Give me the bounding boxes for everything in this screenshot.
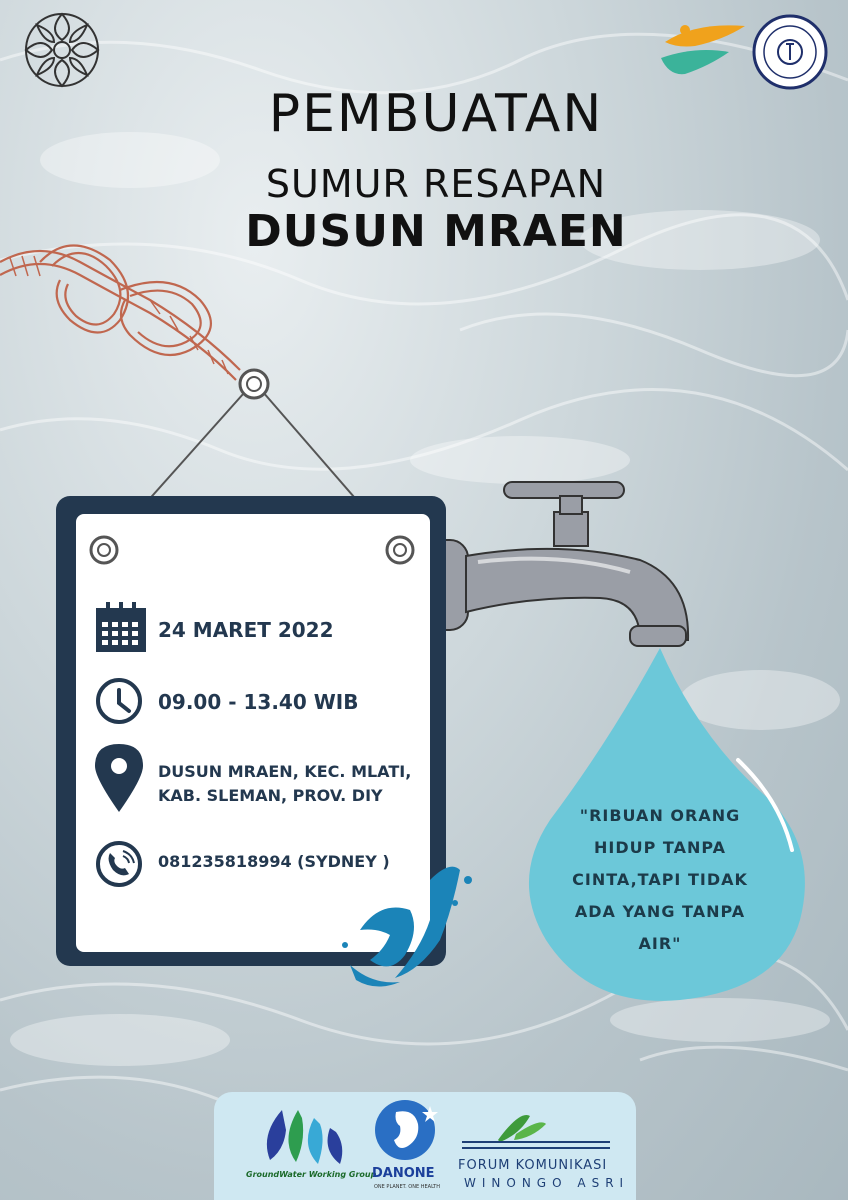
danone-logo-icon xyxy=(375,1100,438,1160)
quote-line-4: ADA YANG TANPA xyxy=(574,902,746,921)
groundwater-label: GroundWater Working Group xyxy=(246,1170,377,1179)
forum-label-line2: WINONGO ASRI xyxy=(464,1176,630,1190)
quote-line-3: CINTA,TAPI TIDAK xyxy=(572,870,748,889)
title-line-3: DUSUN MRAEN xyxy=(245,206,627,257)
quote-line-5: AIR" xyxy=(638,934,682,953)
event-date: 24 MARET 2022 xyxy=(158,618,334,642)
event-location-line1: DUSUN MRAEN, KEC. MLATI, xyxy=(158,762,412,781)
forum-label-line1: FORUM KOMUNIKASI xyxy=(458,1158,608,1173)
event-contact: 081235818994 (SYDNEY ) xyxy=(158,852,390,871)
danone-tagline: ONE PLANET. ONE HEALTH xyxy=(374,1184,440,1190)
title-line-2: SUMUR RESAPAN xyxy=(265,162,607,206)
forum-logo-icon xyxy=(462,1115,610,1148)
quote-line-1: "RIBUAN ORANG xyxy=(579,806,741,825)
quote-line-2: HIDUP TANPA xyxy=(594,838,726,857)
title-line-1: PEMBUATAN xyxy=(268,84,604,144)
danone-label: DANONE xyxy=(372,1166,435,1181)
event-time: 09.00 - 13.40 WIB xyxy=(158,690,359,714)
groundwater-logo-icon xyxy=(267,1110,342,1164)
event-location-line2: KAB. SLEMAN, PROV. DIY xyxy=(158,786,383,805)
